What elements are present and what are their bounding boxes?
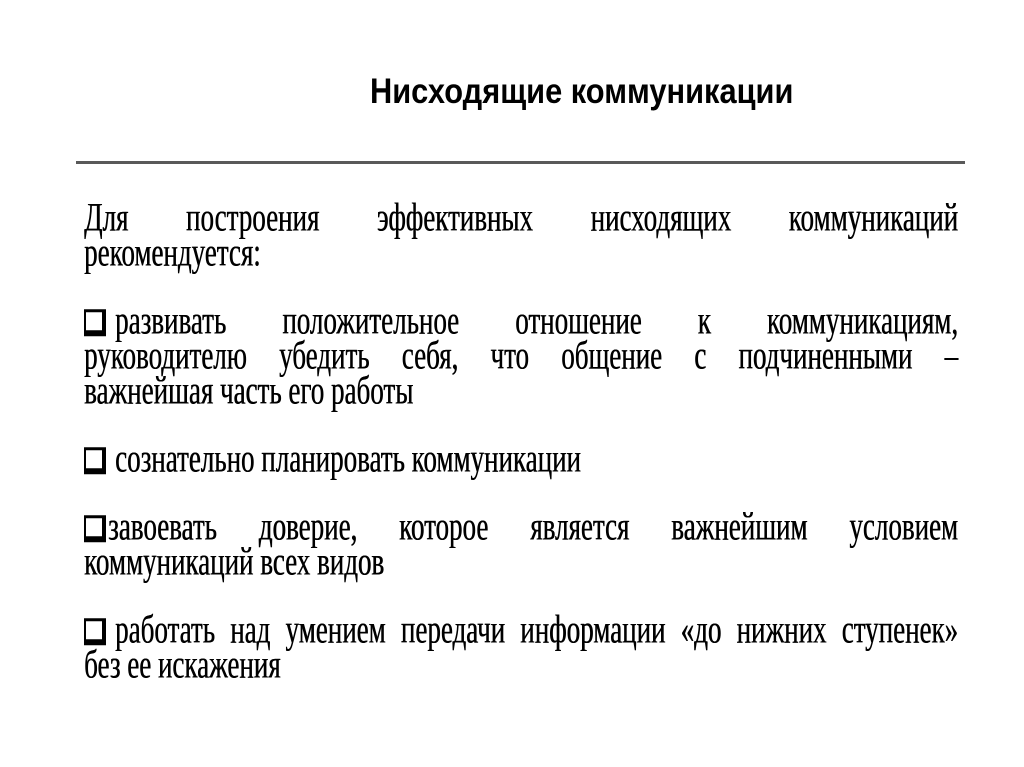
text-line: Для построения эффективных нисходящих коммуникаций (84, 194, 958, 240)
text-line: завоевать доверие, которое является важнейшим условием (84, 500, 958, 553)
text-line: без ее искажения (84, 641, 281, 687)
bullet-item (84, 435, 958, 481)
text-line: сознательно планировать коммуникации (84, 432, 958, 485)
title-underline (76, 161, 965, 164)
bullet-item (84, 297, 958, 413)
text-line: коммуникаций всех видов (84, 538, 385, 584)
text-line: руководителю убедить себя, что общение с подчиненными – (84, 332, 958, 378)
text-line: развивать положительное отношение к коммуникациям, (84, 294, 958, 347)
text-line: работать над умением передачи информации «до нижних ступенек» (84, 603, 958, 656)
page-title: Нисходящие коммуникации (370, 72, 794, 111)
checkbox-icon (84, 447, 106, 474)
body-text (84, 194, 958, 715)
paragraph-intro (84, 194, 958, 275)
bullet-item (84, 503, 958, 584)
text-line: важнейшая часть его работы (84, 367, 414, 413)
bullet-item (84, 606, 958, 687)
text-line: рекомендуется: (84, 229, 261, 275)
